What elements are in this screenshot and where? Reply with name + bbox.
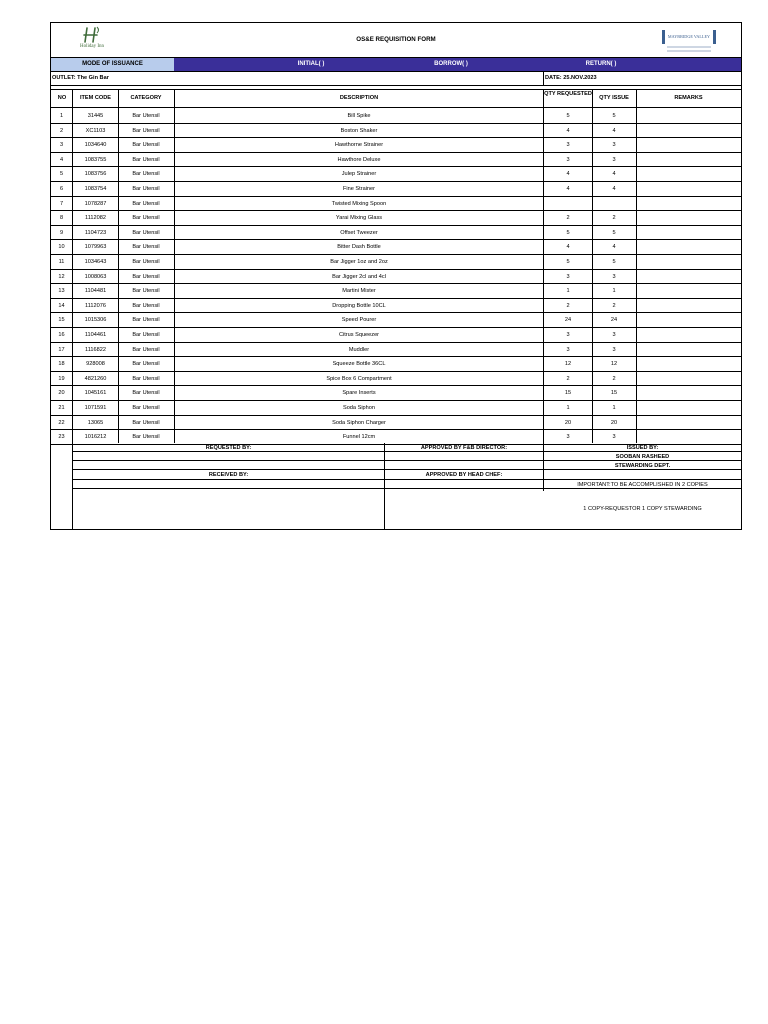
column-divider — [592, 89, 593, 443]
cell-qty-requested: 3 — [566, 346, 570, 353]
cell-qty-issue: 2 — [612, 302, 616, 309]
cell-item-code: 1008063 — [84, 273, 107, 280]
cell-qty-issue: 15 — [610, 390, 618, 397]
items-table — [51, 109, 741, 445]
cell-qty-issue: 3 — [612, 156, 616, 163]
table-row — [51, 416, 741, 431]
received-by-label: RECEIVED BY: — [208, 472, 249, 478]
cell-category: Bar Utensil — [132, 302, 160, 309]
table-row — [51, 240, 741, 255]
cell-description: Twisted Mixing Spoon — [331, 200, 387, 207]
holiday-inn-logo-text: Holiday Inn — [79, 44, 105, 49]
cell-qty-requested: 1 — [566, 288, 570, 295]
cell-category: Bar Utensil — [132, 317, 160, 324]
cell-qty-issue: 3 — [612, 273, 616, 280]
cell-no: 22 — [58, 419, 65, 426]
cell-item-code: 1071591 — [84, 405, 107, 411]
maybridge-logo-icon — [659, 27, 719, 55]
cell-qty-issue: 2 — [612, 375, 616, 382]
cell-remarks[interactable] — [636, 313, 741, 327]
cell-remarks[interactable] — [636, 255, 741, 269]
mode-initial-option[interactable]: INITIAL( ) — [297, 61, 325, 67]
cell-item-code: 13065 — [87, 419, 104, 426]
cell-qty-issue: 4 — [612, 171, 616, 178]
cell-category: Bar Utensil — [132, 127, 160, 134]
important-note: IMPORTANT:TO BE ACCOMPLISHED IN 2 COPIES — [577, 482, 708, 488]
cell-description: Boston Shaker — [340, 127, 378, 134]
cell-no: 11 — [58, 259, 65, 265]
table-row — [51, 182, 741, 197]
table-row — [51, 226, 741, 241]
cell-no: 13 — [58, 288, 65, 295]
column-divider — [636, 89, 637, 443]
cell-qty-issue: 20 — [610, 419, 618, 426]
table-row — [51, 138, 741, 153]
holiday-inn-logo — [71, 25, 113, 55]
divider — [72, 479, 741, 480]
cell-remarks[interactable] — [636, 153, 741, 167]
cell-qty-issue: 5 — [612, 113, 616, 119]
cell-qty-issue: 12 — [610, 361, 618, 368]
table-row — [51, 343, 741, 358]
cell-item-code: 1083755 — [84, 156, 107, 163]
cell-remarks[interactable] — [636, 430, 741, 444]
cell-qty-requested: 2 — [566, 302, 570, 309]
cell-category: Bar Utensil — [132, 390, 160, 397]
cell-description: Bill Spike — [347, 113, 371, 119]
cell-category: Bar Utensil — [132, 273, 160, 280]
cell-description: Funnel 12cm — [342, 434, 376, 441]
cell-remarks[interactable] — [636, 240, 741, 254]
cell-category: Bar Utensil — [132, 259, 160, 265]
cell-qty-requested: 20 — [564, 419, 572, 426]
col-header-remarks: REMARKS — [674, 95, 703, 101]
cell-no: 5 — [59, 171, 64, 178]
cell-description: Soda Siphon Charger — [332, 419, 386, 426]
cell-qty-requested: 5 — [566, 113, 570, 119]
cell-description: Julep Strainer — [341, 171, 377, 178]
cell-no: 10 — [58, 244, 65, 251]
table-row — [51, 153, 741, 168]
cell-category: Bar Utensil — [132, 142, 160, 149]
cell-category: Bar Utensil — [132, 244, 160, 251]
issuer-department: STEWARDING DEPT. — [614, 463, 671, 469]
col-header-item-code: ITEM CODE — [79, 95, 112, 101]
cell-no: 14 — [58, 302, 65, 309]
cell-category: Bar Utensil — [132, 171, 160, 178]
cell-no: 1 — [59, 113, 64, 119]
column-divider — [174, 89, 175, 443]
cell-qty-issue: 1 — [612, 405, 616, 411]
cell-remarks[interactable] — [636, 299, 741, 313]
table-row — [51, 124, 741, 139]
cell-remarks[interactable] — [636, 138, 741, 152]
cell-remarks[interactable] — [636, 343, 741, 357]
cell-qty-requested: 3 — [566, 142, 570, 149]
cell-item-code: 1104481 — [84, 288, 107, 295]
col-header-qty-issue: QTY ISSUE — [599, 95, 629, 101]
column-divider — [118, 89, 119, 443]
table-header — [51, 89, 741, 108]
table-row — [51, 270, 741, 285]
cell-remarks[interactable] — [636, 197, 741, 211]
cell-qty-issue: 4 — [612, 186, 616, 192]
cell-description: Bitter Dash Bottle — [337, 244, 381, 251]
cell-remarks[interactable] — [636, 328, 741, 342]
table-row — [51, 313, 741, 328]
cell-qty-issue — [592, 197, 636, 211]
table-row — [51, 372, 741, 387]
cell-description: Dropping Bottle 10CL — [332, 302, 386, 309]
cell-remarks[interactable] — [636, 357, 741, 371]
cell-category: Bar Utensil — [132, 229, 160, 236]
copies-note: 1 COPY-REQUESTOR 1 COPY STEWARDING — [583, 506, 702, 512]
column-divider — [72, 89, 73, 443]
cell-qty-issue: 5 — [612, 259, 616, 265]
table-row — [51, 255, 741, 270]
table-row — [51, 299, 741, 314]
divider — [384, 443, 385, 529]
cell-qty-requested — [544, 197, 592, 211]
table-row — [51, 211, 741, 226]
cell-qty-issue: 4 — [612, 244, 616, 251]
maybridge-logo-text: MAYBRIDGE VALLEY — [667, 34, 711, 39]
cell-qty-issue: 3 — [612, 142, 616, 149]
cell-category: Bar Utensil — [132, 200, 160, 207]
cell-category: Bar Utensil — [132, 375, 160, 382]
mode-borrow-option[interactable]: BORROW( ) — [434, 61, 468, 67]
table-row — [51, 284, 741, 299]
cell-no: 3 — [59, 142, 64, 149]
cell-remarks[interactable] — [636, 270, 741, 284]
cell-description: Martini Mister — [342, 288, 376, 295]
cell-remarks[interactable] — [636, 124, 741, 138]
cell-no: 12 — [58, 273, 65, 280]
cell-remarks[interactable] — [636, 372, 741, 386]
cell-no: 15 — [58, 317, 65, 324]
cell-item-code: 1015306 — [84, 317, 107, 324]
cell-item-code: 928008 — [86, 361, 105, 368]
cell-qty-issue: 24 — [610, 317, 618, 324]
cell-item-code: 1016212 — [84, 434, 107, 441]
table-row — [51, 401, 741, 416]
cell-item-code: 1083756 — [84, 171, 107, 178]
date-label: DATE: 25.NOV.2023 — [545, 75, 597, 81]
cell-description: Yarai Mixing Glass — [335, 215, 383, 222]
col-header-qty-requested: QTY REQUESTED — [544, 91, 592, 97]
cell-description: Hawthore Deluxe — [337, 156, 381, 163]
cell-no: 17 — [58, 346, 65, 353]
divider — [51, 85, 741, 86]
cell-item-code: 1034643 — [84, 259, 107, 265]
cell-category: Bar Utensil — [132, 156, 160, 163]
cell-qty-requested: 4 — [566, 127, 570, 134]
cell-qty-issue: 2 — [612, 215, 616, 222]
cell-qty-requested: 15 — [564, 390, 572, 397]
mode-return-option[interactable]: RETURN( ) — [585, 61, 617, 67]
cell-category: Bar Utensil — [132, 215, 160, 222]
mode-of-issuance-bar — [51, 58, 741, 71]
cell-item-code: 1116822 — [85, 346, 106, 353]
cell-qty-requested: 5 — [566, 259, 570, 265]
table-row — [51, 167, 741, 182]
cell-category: Bar Utensil — [132, 361, 160, 368]
signature-block — [51, 443, 741, 529]
cell-qty-requested: 24 — [564, 317, 572, 324]
cell-qty-issue: 4 — [612, 127, 616, 134]
cell-description: Squeeze Bottle 36CL — [332, 361, 386, 368]
cell-no: 19 — [58, 375, 65, 382]
cell-item-code: XC1103 — [85, 127, 106, 134]
table-row — [51, 109, 741, 124]
cell-remarks[interactable] — [636, 211, 741, 225]
cell-no: 7 — [59, 200, 64, 207]
cell-qty-requested: 12 — [564, 361, 572, 368]
cell-qty-issue: 5 — [612, 229, 616, 236]
cell-qty-requested: 3 — [566, 434, 570, 441]
cell-category: Bar Utensil — [132, 434, 160, 441]
cell-qty-requested: 3 — [566, 273, 570, 280]
col-header-no: NO — [57, 95, 67, 101]
cell-description: Spare Inserts — [342, 390, 376, 397]
cell-no: 18 — [58, 361, 65, 368]
cell-description: Fine Strainer — [342, 186, 376, 192]
cell-remarks[interactable] — [636, 109, 741, 123]
mode-of-issuance-label: MODE OF ISSUANCE — [51, 58, 174, 71]
cell-no: 21 — [58, 405, 65, 411]
outlet-label: OUTLET: The Gin Bar — [52, 75, 109, 81]
table-row — [51, 357, 741, 372]
cell-category: Bar Utensil — [132, 419, 160, 426]
cell-no: 6 — [59, 186, 64, 192]
cell-qty-issue: 1 — [612, 288, 616, 295]
approved-head-chef-label: APPROVED BY HEAD CHEF: — [425, 472, 503, 478]
cell-no: 9 — [59, 229, 64, 236]
cell-category: Bar Utensil — [132, 346, 160, 353]
column-divider — [543, 89, 544, 443]
divider — [543, 71, 544, 85]
issued-by-label: ISSUED BY: — [626, 445, 659, 451]
cell-qty-requested: 1 — [566, 405, 570, 411]
cell-item-code: 1034640 — [84, 142, 107, 149]
cell-no: 20 — [58, 390, 65, 397]
cell-qty-requested: 3 — [566, 156, 570, 163]
cell-qty-issue: 3 — [612, 434, 616, 441]
cell-remarks[interactable] — [636, 386, 741, 400]
table-row — [51, 328, 741, 343]
cell-description: Spice Box 6 Compartment — [326, 375, 392, 382]
cell-category: Bar Utensil — [132, 332, 160, 338]
cell-remarks[interactable] — [636, 416, 741, 430]
cell-qty-requested: 2 — [566, 215, 570, 222]
cell-remarks[interactable] — [636, 182, 741, 196]
cell-item-code: 1079963 — [84, 244, 107, 251]
cell-description: Bar Jigger 1oz and 2oz — [330, 259, 388, 265]
cell-remarks[interactable] — [636, 401, 741, 415]
cell-qty-requested: 4 — [566, 186, 570, 192]
cell-qty-requested: 4 — [566, 171, 570, 178]
cell-item-code: 1112082 — [85, 215, 106, 222]
cell-no: 4 — [59, 156, 64, 163]
col-header-description: DESCRIPTION — [339, 95, 379, 101]
requisition-form — [50, 22, 742, 530]
cell-no: 23 — [58, 434, 65, 441]
cell-no: 2 — [59, 127, 64, 134]
cell-item-code: 1078287 — [84, 200, 107, 207]
cell-description: Speed Pourer — [341, 317, 377, 324]
cell-category: Bar Utensil — [132, 405, 160, 411]
cell-item-code: 1045161 — [84, 390, 107, 397]
cell-description: Muddler — [348, 346, 370, 353]
cell-category: Bar Utensil — [132, 186, 160, 192]
form-title: OS&E REQUISITION FORM — [356, 36, 436, 43]
requested-by-label: REQUESTED BY: — [205, 445, 252, 451]
cell-description: Offset Tweezer — [340, 229, 378, 236]
issuer-name: SOOBAN RASHEED — [615, 454, 670, 460]
cell-qty-requested: 5 — [566, 229, 570, 236]
cell-item-code: 1112076 — [85, 302, 106, 309]
cell-item-code: 4821260 — [84, 375, 107, 382]
cell-remarks[interactable] — [636, 167, 741, 181]
cell-item-code: 1083754 — [84, 186, 107, 192]
cell-remarks[interactable] — [636, 226, 741, 240]
approved-fb-director-label: APPROVED BY F&B DIRECTOR: — [420, 445, 508, 451]
col-header-category: CATEGORY — [130, 95, 162, 101]
cell-description: Hawthorne Strainer — [334, 142, 384, 149]
cell-qty-requested: 4 — [566, 244, 570, 251]
maybridge-logo — [659, 27, 719, 55]
cell-item-code: 1104723 — [84, 229, 107, 236]
cell-no: 16 — [58, 332, 65, 338]
table-row — [51, 386, 741, 401]
cell-description: Citrus Squeezer — [338, 332, 380, 338]
cell-no: 8 — [59, 215, 64, 222]
divider — [72, 443, 73, 529]
cell-description: Bar Jigger 2cl and 4cl — [332, 273, 386, 280]
cell-description: Soda Siphon — [342, 405, 376, 411]
divider — [51, 57, 741, 58]
cell-item-code: 1104461 — [84, 332, 107, 338]
divider — [51, 71, 741, 72]
cell-qty-issue: 3 — [612, 346, 616, 353]
cell-item-code: 31445 — [87, 113, 104, 119]
cell-qty-issue: 3 — [612, 332, 616, 338]
cell-category: Bar Utensil — [132, 113, 160, 119]
cell-qty-requested: 2 — [566, 375, 570, 382]
cell-category: Bar Utensil — [132, 288, 160, 295]
cell-qty-requested: 3 — [566, 332, 570, 338]
holiday-inn-h-icon — [71, 25, 113, 45]
table-row — [51, 197, 741, 212]
cell-remarks[interactable] — [636, 284, 741, 298]
